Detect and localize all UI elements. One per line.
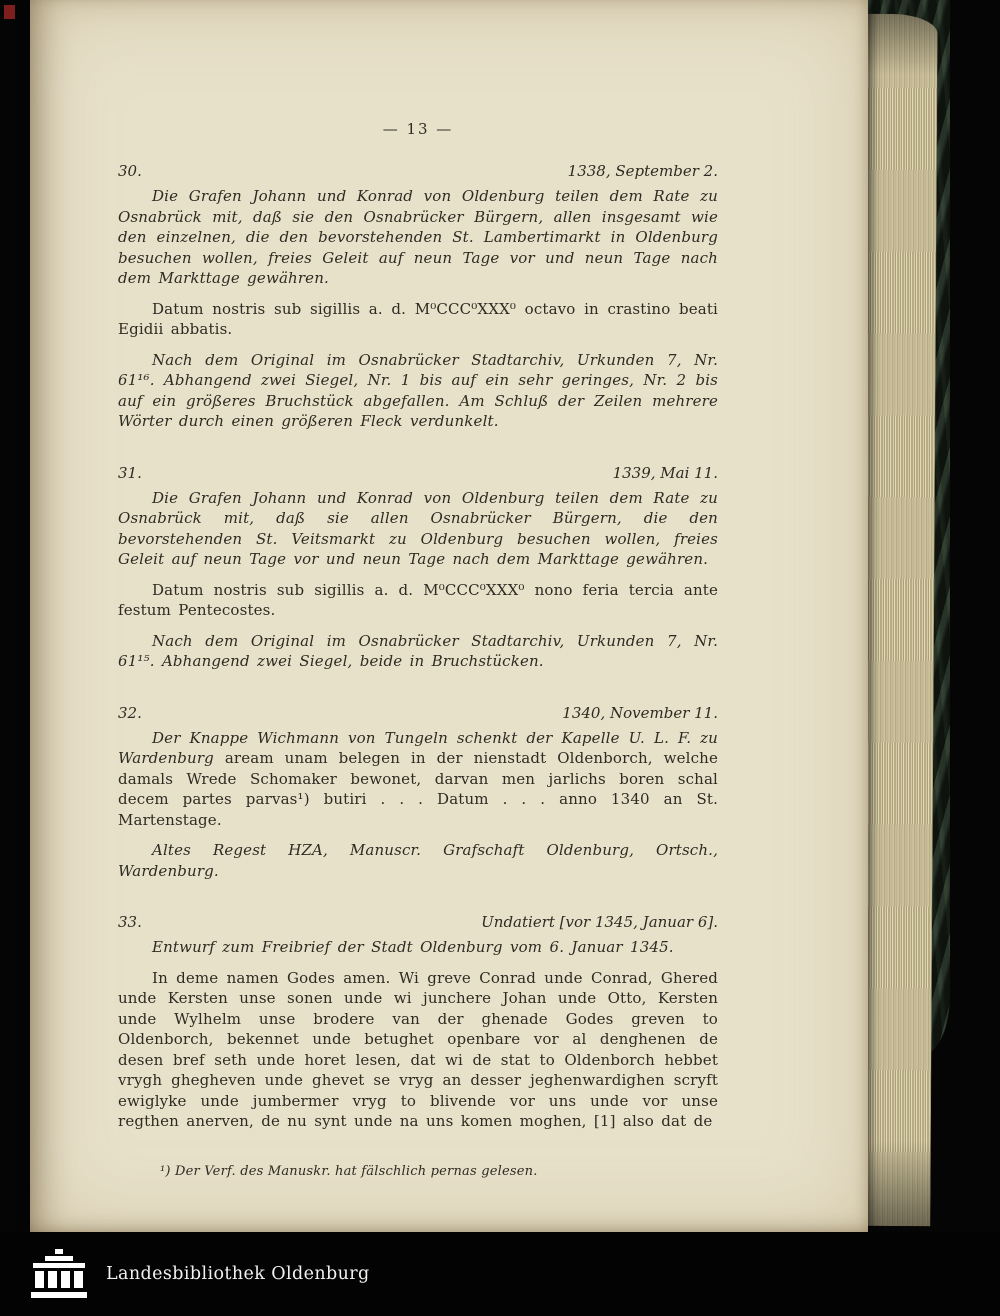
entry-heading	[118, 464, 718, 482]
page-edge-stack	[858, 14, 937, 1226]
regest-entry-33	[118, 913, 718, 1132]
entry-date: Undatiert [vor 1345, Januar 6].	[481, 913, 718, 931]
entry-summary: Die Grafen Johann und Konrad von Oldenburg teilen dem Rate zu Osnabrück mit, daß sie allen Osnabrücker Bürgern, die den bevorstehenden St. Veitsmarkt zu Oldenburg besuchen wollen, freies Geleit auf neun Tage vor und neun Tage nach dem Markttage gewähren.	[118, 488, 718, 568]
entry-number: 32.	[118, 703, 142, 722]
entry-body-text: In deme namen Godes amen. Wi greve Conrad unde Conrad, Ghered unde Kersten unse sonen unde wi junchere Johan unde Otto, Kersten unde Wylhelm unse brodere van der ghenade Godes greven to Oldenborch, bekennet unde betughet openbare vor al denghenen de desen bref seth unde horet lesen, dat wi de stat to Oldenborch hebbet vrygh ghegheven unde ghevet se vryg an desser jeghenwardighen scryft ewiglyke unde jumbermer vryg to blivende vor uns unde vor unse regthen anerven, de nu synt unde na uns komen moghen, [1] also dat de	[118, 968, 718, 1130]
entry-heading	[118, 162, 718, 180]
entry-date: 1338, September 2.	[567, 162, 718, 180]
entry-number: 31.	[118, 463, 142, 482]
entry-summary: Die Grafen Johann und Konrad von Oldenburg teilen dem Rate zu Osnabrück mit, daß sie den Osnabrücker Bürgern, allen insgesamt wie den einzelnen, die den bevorstehenden St. Lambertimarkt in Oldenburg besuchen wollen, freies Geleit auf neun Tage vor und neun Tage nach dem Markttage gewähren.	[118, 187, 718, 287]
entry-number: 30.	[118, 162, 142, 180]
page-content	[118, 120, 718, 1179]
viewer-footer	[0, 1232, 1000, 1316]
entry-archive-note: Nach dem Original im Osnabrücker Stadtarchiv, Urkunden 7, Nr. 61¹⁵. Abhangend zwei Siegel, beide in Bruchstücken.	[118, 631, 718, 670]
library-name: Landesbibliothek Oldenburg	[106, 1264, 370, 1284]
regest-entry-32	[118, 704, 718, 882]
entry-archive-note: Altes Regest HZA, Manuscr. Grafschaft Oldenburg, Ortsch., Wardenburg.	[118, 841, 718, 880]
regest-entry-31	[118, 464, 718, 672]
entry-summary: Entwurf zum Freibrief der Stadt Oldenburg vom 6. Januar 1345.	[152, 938, 674, 956]
footnote: ¹) Der Verf. des Manuskr. hat fälschlich pernas gelesen.	[160, 1163, 538, 1179]
entry-heading	[118, 913, 718, 931]
book-page	[30, 0, 868, 1234]
scan-artifact-red	[4, 5, 15, 19]
entry-date: 1340, November 11.	[562, 703, 718, 722]
entry-date: 1339, Mai 11.	[612, 463, 718, 482]
entry-number: 33.	[118, 913, 142, 931]
entry-datum: Datum nostris sub sigillis a. d. M⁰CCC⁰XXX⁰ nono feria tercia ante festum Pentecostes.	[118, 580, 718, 619]
entry-heading	[118, 704, 718, 722]
entry-datum: Datum nostris sub sigillis a. d. M⁰CCC⁰XXX⁰ octavo in crastino beati Egidii abbatis.	[118, 299, 718, 338]
entry-summary-roman-part: aream unam belegen in der nienstadt Oldenborch, welche damals Wrede Schomaker bewonet, darvan men jarlichs boren schal decem partes parvas¹) butiri . . . Datum . . . anno 1340 an St. Martenstage.	[118, 749, 718, 829]
page-number: — 13 —	[382, 120, 454, 138]
entry-summary-mixed	[118, 728, 718, 831]
entry-summary-italic-part: Der Knappe Wichmann von Tungeln schenkt der Kapelle U. L. F. zu Wardenburg	[118, 728, 718, 767]
regest-entry-30	[118, 162, 718, 432]
library-building-icon	[30, 1249, 88, 1299]
entry-archive-note: Nach dem Original im Osnabrücker Stadtarchiv, Urkunden 7, Nr. 61¹⁶. Abhangend zwei Siegel, Nr. 1 bis auf ein sehr geringes, Nr. 2 bis auf ein größeres Bruchstück abgefallen. Am Schluß der Zeilen mehrere Wörter durch einen größeren Fleck verdunkelt.	[118, 350, 718, 430]
